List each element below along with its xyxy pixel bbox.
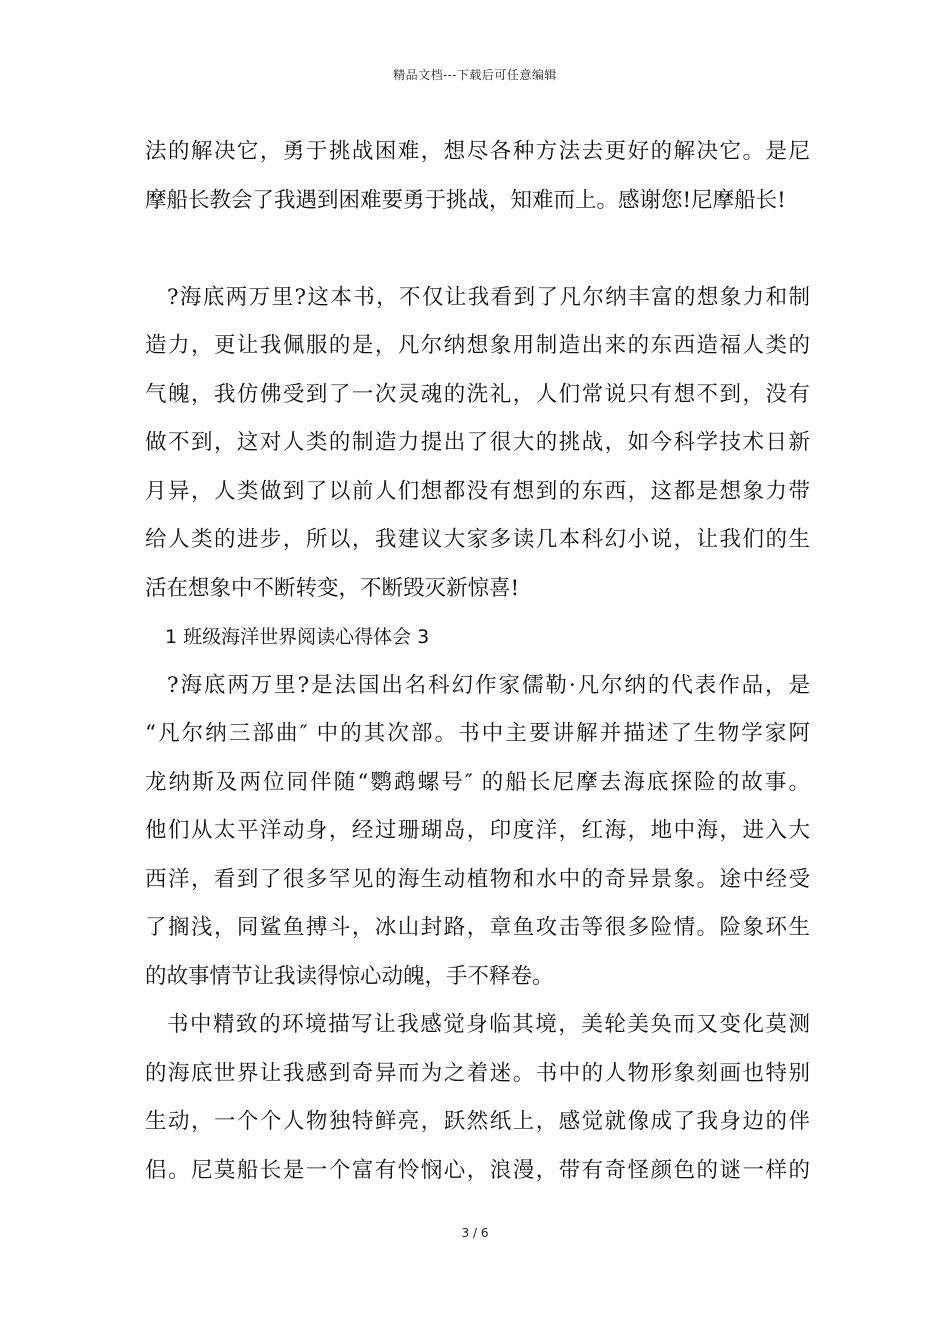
text-line: 月异，人类做到了以前人们想都没有想到的东西，这都是想象力带 [145, 478, 810, 504]
text-line: 侣。尼莫船长是一个富有怜悯心，浪漫，带有奇怪颜色的谜一样的 [145, 1157, 810, 1183]
text-line: 给人类的进步，所以，我建议大家多读几本科幻小说，让我们的生 [145, 527, 810, 552]
paragraph-3 [145, 662, 810, 1002]
paragraph-4 [145, 1001, 810, 1195]
text-line: 法的解决它，勇于挑战困难，想尽各种方法去更好的解决它。是尼 [145, 139, 810, 164]
text-line: 摩船长教会了我遇到困难要勇于挑战，知难而上。感谢您!尼摩船长! [145, 187, 786, 213]
text-line: ?海底两万里?是法国出名科幻作家儒勒·凡尔纳的代表作品，是 [167, 672, 810, 698]
text-line: 了搁浅，同鲨鱼搏斗，冰山封路，章鱼攻击等很多险情。险象环生 [145, 915, 810, 940]
text-line: 他们从太平洋动身，经过珊瑚岛，印度洋，红海，地中海，进入大 [145, 818, 810, 843]
text-line: 生动，一个个人物独特鲜亮，跃然纸上，感觉就像成了我身边的伴 [145, 1109, 810, 1134]
text-line: 书中精致的环境描写让我感觉身临其境，美轮美奂而又变化莫测 [167, 1012, 810, 1037]
paragraph-2 [145, 274, 810, 614]
page-header: 精品文档---下载后可任意编辑 [393, 68, 557, 82]
text-line: 造力，更让我佩服的是，凡尔纳想象用制造出来的东西造福人类的 [145, 333, 810, 358]
page-number: 3 / 6 [461, 1226, 489, 1240]
section-heading: 1 班级海洋世界阅读心得体会 3 [165, 626, 430, 648]
paragraph-gap [145, 225, 810, 274]
text-line: 的海底世界让我感到奇异而为之着迷。书中的人物形象刻画也特别 [145, 1060, 810, 1086]
text-line: 活在想象中不断转变，不断毁灭新惊喜! [145, 575, 520, 601]
text-line: 西洋，看到了很多罕见的海生动植物和水中的奇异景象。途中经受 [145, 866, 810, 892]
text-line: 的故事情节让我读得惊心动魄，手不释卷。 [145, 963, 554, 989]
text-line: 气魄，我仿佛受到了一次灵魂的洗礼，人们常说只有想不到，没有 [145, 381, 810, 407]
paragraph-1 [145, 128, 810, 225]
text-line: “凡尔纳三部曲″ 中的其次部。书中主要讲解并描述了生物学家阿 [145, 721, 810, 746]
document-body [145, 128, 810, 1195]
text-line: ?海底两万里?这本书，不仅让我看到了凡尔纳丰富的想象力和制 [167, 284, 810, 310]
text-line: 做不到，这对人类的制造力提出了很大的挑战，如今科学技术日新 [145, 430, 810, 455]
text-line: 龙纳斯及两位同伴随“鹦鹉螺号″ 的船长尼摩去海底探险的故事。 [145, 769, 810, 795]
